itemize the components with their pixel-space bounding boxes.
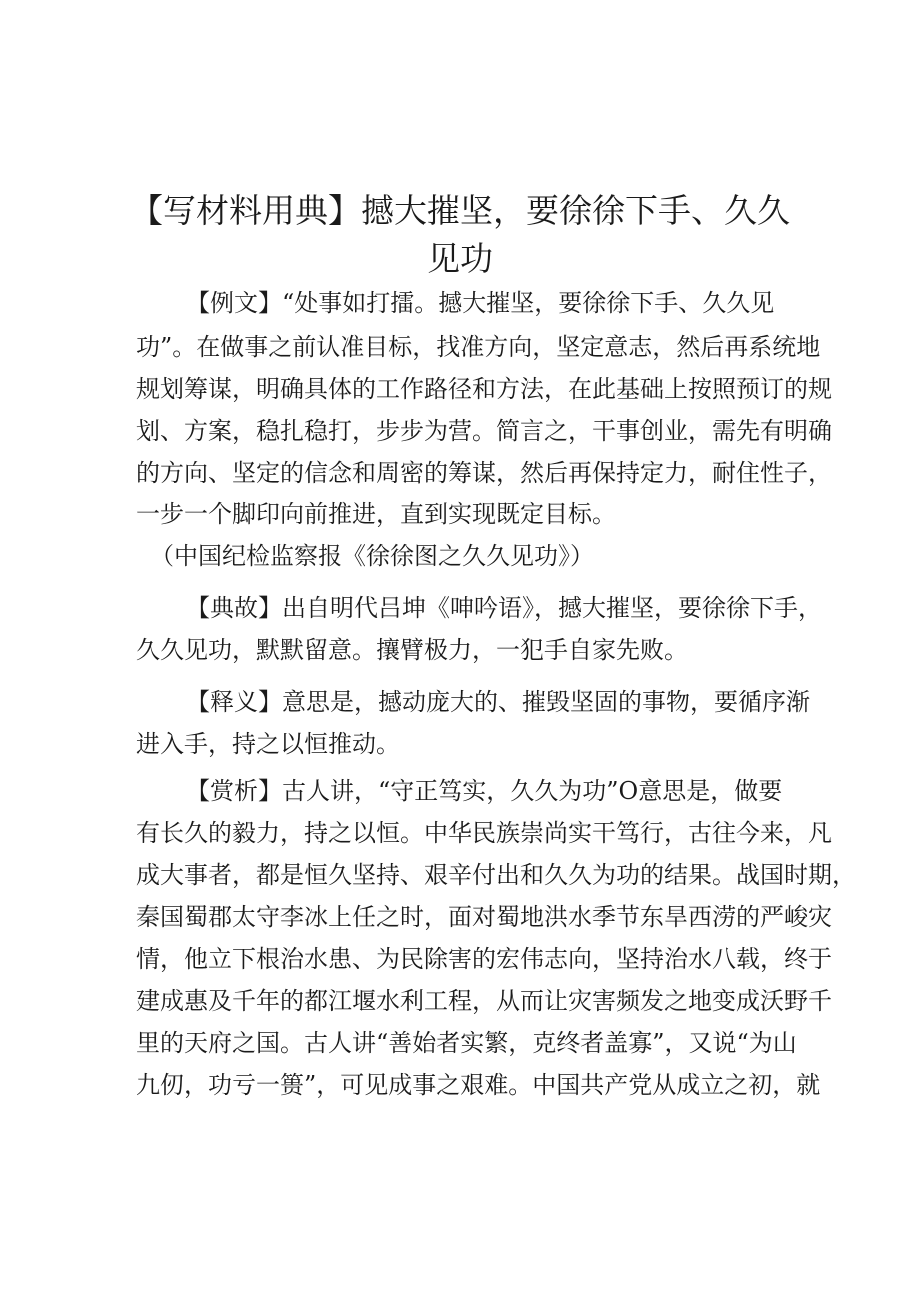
paragraph-line: 秦国蜀郡太守李冰上任之时，面对蜀地洪水季节东旱西涝的严峻灾 bbox=[136, 903, 832, 931]
paragraph-line: 【赏析】古人讲，“守正笃实，久久为功”O意思是，做要 bbox=[186, 777, 783, 805]
citation: （中国纪检监察报《徐徐图之久久见功》） bbox=[150, 542, 594, 570]
paragraph-line: 【释义】意思是，撼动庞大的、摧毁坚固的事物，要循序渐 bbox=[186, 688, 810, 716]
paragraph-line: 进入手，持之以恒推动。 bbox=[136, 730, 400, 758]
paragraph-line: 情，他立下根治水患、为民除害的宏伟志向，坚持治水八载，终于 bbox=[136, 945, 832, 973]
paragraph-line: 的方向、坚定的信念和周密的筹谋，然后再保持定力，耐住性子， bbox=[136, 459, 832, 487]
paragraph-line: 建成惠及千年的都江堰水利工程，从而让灾害频发之地变成沃野千 bbox=[136, 987, 832, 1015]
paragraph-line: 有长久的毅力，持之以恒。中华民族崇尚实干笃行，古往今来，凡 bbox=[136, 819, 832, 847]
document-title-line-2: 见功 bbox=[427, 239, 493, 278]
paragraph-line: 划、方案，稳扎稳打，步步为营。简言之，干事创业，需先有明确 bbox=[136, 417, 832, 445]
paragraph-line: 规划筹谋，明确具体的工作路径和方法，在此基础上按照预订的规 bbox=[136, 375, 832, 403]
paragraph-line: 【典故】出自明代吕坤《呻吟语》，撼大摧坚，要徐徐下手， bbox=[186, 594, 822, 622]
paragraph-line: 久久见功，默默留意。攘臂极力，一犯手自家先败。 bbox=[136, 636, 688, 664]
paragraph-line: 里的天府之国。古人讲“善始者实繁，克终者盖寡”，又说“为山 bbox=[136, 1029, 797, 1057]
paragraph-line: 【例文】“处事如打擂。撼大摧坚，要徐徐下手、久久见 bbox=[186, 289, 775, 317]
paragraph-line: 九仞，功亏一篑”，可见成事之艰难。中国共产党从成立之初，就 bbox=[136, 1071, 821, 1099]
paragraph-line: 一步一个脚印向前推进，直到实现既定目标。 bbox=[136, 500, 616, 528]
paragraph-line: 功”。在做事之前认准目标，找准方向，坚定意志，然后再系统地 bbox=[136, 333, 821, 361]
document-title-line-1: 【写材料用典】撼大摧坚，要徐徐下手、久久 bbox=[130, 191, 790, 230]
paragraph-line: 成大事者，都是恒久坚持、艰辛付出和久久为功的结果。战国时期， bbox=[136, 861, 856, 889]
